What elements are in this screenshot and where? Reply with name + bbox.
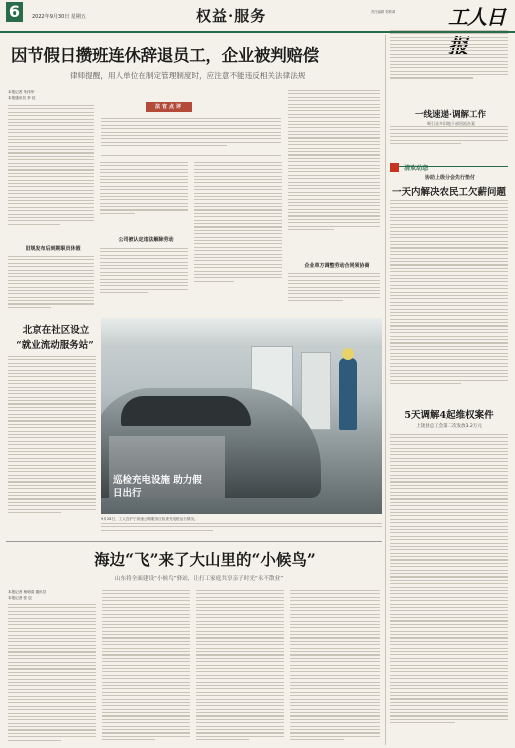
- editor-line: 责任编辑 郑利鸿: [371, 10, 396, 14]
- column-label-icon: [390, 163, 399, 172]
- bottom-rule: [6, 541, 382, 542]
- left-head-2: “就业流动服务站”: [16, 340, 94, 351]
- right-article-1: [390, 200, 508, 398]
- byline: 本报记者 杨明清 通讯员: [8, 590, 47, 594]
- lead-column-4b: [288, 273, 380, 309]
- lead-headline: 因节假日攒班连休辞退员工，企业被判赔偿: [11, 46, 319, 65]
- lead-column-4: [288, 90, 380, 258]
- right-column-top: [390, 30, 508, 100]
- right-article-2: [390, 434, 508, 746]
- byline: 本报记者 张 辰: [8, 596, 32, 600]
- lead-column-1: [8, 90, 94, 240]
- bottom-column-4: [290, 590, 380, 746]
- right-head-6: 上饶县总工会第二次发放3.2万元: [416, 424, 482, 429]
- page-number: 6: [6, 2, 23, 22]
- column-label-text: 清欢动态: [404, 165, 429, 172]
- lead-subhead-2: 公司被认定违法解除劳动: [118, 237, 174, 243]
- lead-subtitle: 律师提醒，用人单位在制定管理制度时，应注意不能违反相关法律法规: [70, 71, 306, 80]
- bottom-column-3: [196, 590, 284, 746]
- car-window: [121, 396, 251, 426]
- byline: 本报通讯员 李 佳: [8, 96, 36, 100]
- news-photo: [101, 318, 382, 514]
- paper-logo: 工人日: [448, 5, 505, 29]
- law-box-label: 法官点评: [146, 102, 192, 112]
- right-head-2: 吸引众多旧地干部回流办案: [427, 121, 475, 126]
- bottom-column-1: [8, 604, 96, 746]
- masthead: [0, 0, 515, 33]
- photo-caption-rest: [101, 523, 382, 537]
- lead-column-1b: [8, 256, 94, 316]
- canopy: [101, 318, 382, 348]
- lead-subhead-3: 企业单方调整劳动合同须协商: [304, 263, 370, 269]
- bottom-column-2: [102, 590, 190, 746]
- right-head-1: 一线速递·调解工作: [415, 110, 486, 120]
- bottom-headline: 海边“飞”来了大山里的“小候鸟”: [94, 550, 316, 569]
- right-head-3: 协助上级分会先行垫付: [424, 175, 475, 181]
- column-label: [390, 157, 508, 172]
- byline: 本报记者 朱伟华: [8, 90, 35, 94]
- right-head-5: 5天调解4起维权案件: [404, 410, 494, 421]
- worker-head: [342, 348, 354, 360]
- left-head-1: 北京在社区设立: [22, 325, 90, 336]
- photo-caption: 9月28日，工人在沪宁高速公路服务区检查充电桩运行情况。: [101, 517, 198, 521]
- right-top-text: [390, 126, 508, 148]
- worker-figure: [339, 358, 357, 430]
- column-rule: [385, 35, 386, 745]
- lead-column-2: [100, 162, 188, 232]
- bottom-subtitle: 山东将全面建设“小候鸟”驿站，让打工家庭共享亲子时光“永不散业”: [114, 576, 284, 582]
- section-title: 权益·服务: [196, 7, 267, 25]
- lead-column-2b: [100, 248, 188, 308]
- left-article: [8, 356, 96, 536]
- body-text: [8, 105, 94, 225]
- right-head-4: 一天内解决农民工欠薪问题: [391, 187, 506, 198]
- issue-date: 2022年9月30日 星期五: [32, 14, 86, 20]
- lead-subhead-1: 旧规发布后到期职员休假: [25, 246, 81, 252]
- lead-box-text: [101, 118, 281, 156]
- lead-column-3: [194, 162, 282, 308]
- photo-sign: 巡检充电设施 助力假日出行: [113, 475, 202, 499]
- charger-station: [301, 352, 331, 430]
